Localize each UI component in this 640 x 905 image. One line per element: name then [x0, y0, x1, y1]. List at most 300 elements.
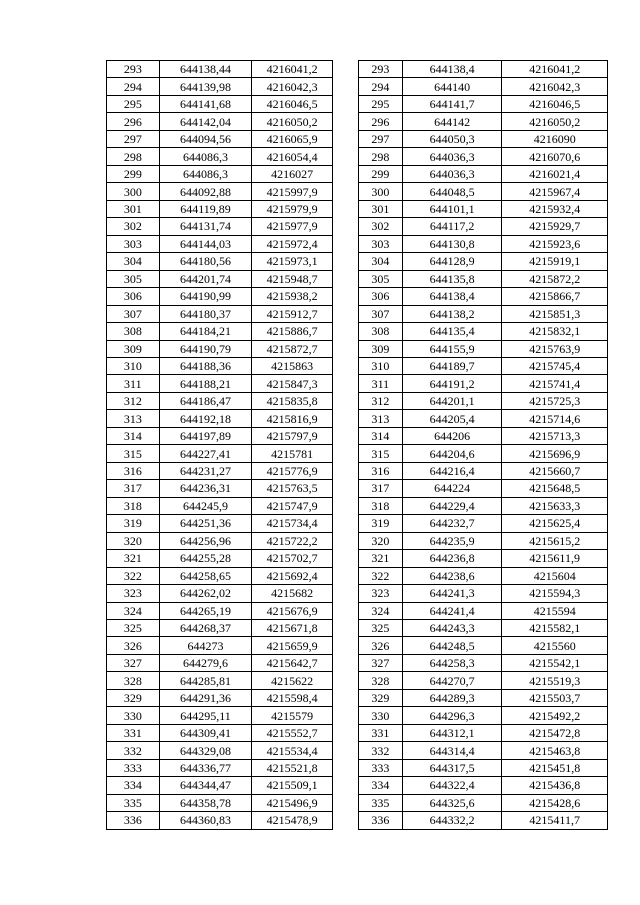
y-coordinate-cell: 4216090: [502, 130, 608, 147]
point-number-cell: 322: [359, 567, 403, 584]
y-coordinate-cell: 4215977,9: [252, 218, 333, 235]
y-coordinate-cell: 4215463,8: [502, 742, 608, 759]
point-number-cell: 299: [359, 165, 403, 182]
x-coordinate-cell: 644241,4: [402, 602, 502, 619]
table-row: [107, 113, 333, 130]
x-coordinate-cell: 644190,99: [159, 288, 252, 305]
point-number-cell: 309: [107, 340, 160, 357]
table-row: [107, 707, 333, 724]
table-row: [359, 130, 608, 147]
table-row: [107, 427, 333, 444]
point-number-cell: 301: [107, 200, 160, 217]
point-number-cell: 325: [107, 620, 160, 637]
y-coordinate-cell: 4215604: [502, 567, 608, 584]
point-number-cell: 324: [107, 602, 160, 619]
table-row: [359, 532, 608, 549]
table-row: [107, 724, 333, 741]
table-row: [107, 812, 333, 829]
point-number-cell: 328: [359, 672, 403, 689]
x-coordinate-cell: 644314,4: [402, 742, 502, 759]
x-coordinate-cell: 644119,89: [159, 200, 252, 217]
point-number-cell: 316: [359, 462, 403, 479]
y-coordinate-cell: 4215872,2: [502, 270, 608, 287]
y-coordinate-cell: 4215872,7: [252, 340, 333, 357]
table-row: [107, 777, 333, 794]
table-row: [107, 270, 333, 287]
x-coordinate-cell: 644197,89: [159, 427, 252, 444]
table-row: [107, 165, 333, 182]
x-coordinate-cell: 644227,41: [159, 445, 252, 462]
table-row: [359, 427, 608, 444]
y-coordinate-cell: 4215611,9: [502, 550, 608, 567]
point-number-cell: 333: [107, 759, 160, 776]
y-coordinate-cell: 4215948,7: [252, 270, 333, 287]
y-coordinate-cell: 4215615,2: [502, 532, 608, 549]
y-coordinate-cell: 4216021,4: [502, 165, 608, 182]
point-number-cell: 311: [359, 375, 403, 392]
table-row: [359, 113, 608, 130]
y-coordinate-cell: 4216042,3: [502, 78, 608, 95]
y-coordinate-cell: 4215702,7: [252, 550, 333, 567]
point-number-cell: 303: [359, 235, 403, 252]
point-number-cell: 330: [359, 707, 403, 724]
y-coordinate-cell: 4215929,7: [502, 218, 608, 235]
y-coordinate-cell: 4216050,2: [502, 113, 608, 130]
point-number-cell: 317: [359, 480, 403, 497]
point-number-cell: 299: [107, 165, 160, 182]
x-coordinate-cell: 644192,18: [159, 410, 252, 427]
table-row: [359, 305, 608, 322]
x-coordinate-cell: 644332,2: [402, 812, 502, 829]
x-coordinate-cell: 644141,7: [402, 95, 502, 112]
table-row: [359, 672, 608, 689]
table-row: [359, 288, 608, 305]
point-number-cell: 302: [107, 218, 160, 235]
table-row: [359, 567, 608, 584]
table-row: [107, 550, 333, 567]
table-row: [359, 200, 608, 217]
y-coordinate-cell: 4215979,9: [252, 200, 333, 217]
y-coordinate-cell: 4215781: [252, 445, 333, 462]
y-coordinate-cell: 4215866,7: [502, 288, 608, 305]
point-number-cell: 320: [359, 532, 403, 549]
point-number-cell: 328: [107, 672, 160, 689]
point-number-cell: 331: [359, 724, 403, 741]
point-number-cell: 317: [107, 480, 160, 497]
y-coordinate-cell: 4215797,9: [252, 427, 333, 444]
y-coordinate-cell: 4215734,4: [252, 515, 333, 532]
y-coordinate-cell: 4215997,9: [252, 183, 333, 200]
point-number-cell: 293: [359, 61, 403, 78]
table-row: [359, 497, 608, 514]
coordinate-table-right: [358, 60, 608, 830]
point-number-cell: 332: [107, 742, 160, 759]
y-coordinate-cell: 4216054,4: [252, 148, 333, 165]
table-row: [359, 165, 608, 182]
table-row: [107, 585, 333, 602]
table-row: [107, 235, 333, 252]
y-coordinate-cell: 4215714,6: [502, 410, 608, 427]
x-coordinate-cell: 644322,4: [402, 777, 502, 794]
table-row: [107, 497, 333, 514]
point-number-cell: 308: [359, 323, 403, 340]
x-coordinate-cell: 644235,9: [402, 532, 502, 549]
table-row: [359, 78, 608, 95]
y-coordinate-cell: 4215521,8: [252, 759, 333, 776]
table-row: [107, 742, 333, 759]
y-coordinate-cell: 4215863: [252, 357, 333, 374]
table-row: [107, 183, 333, 200]
y-coordinate-cell: 4215912,7: [252, 305, 333, 322]
table-row: [359, 724, 608, 741]
x-coordinate-cell: 644358,78: [159, 794, 252, 811]
y-coordinate-cell: 4215633,3: [502, 497, 608, 514]
point-number-cell: 335: [359, 794, 403, 811]
point-number-cell: 324: [359, 602, 403, 619]
table-row: [107, 392, 333, 409]
x-coordinate-cell: 644138,44: [159, 61, 252, 78]
x-coordinate-cell: 644094,56: [159, 130, 252, 147]
x-coordinate-cell: 644101,1: [402, 200, 502, 217]
y-coordinate-cell: 4215598,4: [252, 689, 333, 706]
y-coordinate-cell: 4215776,9: [252, 462, 333, 479]
y-coordinate-cell: 4215594,3: [502, 585, 608, 602]
table-row: [107, 375, 333, 392]
y-coordinate-cell: 4215622: [252, 672, 333, 689]
x-coordinate-cell: 644117,2: [402, 218, 502, 235]
point-number-cell: 312: [107, 392, 160, 409]
point-number-cell: 307: [107, 305, 160, 322]
table-row: [107, 532, 333, 549]
x-coordinate-cell: 644138,4: [402, 61, 502, 78]
x-coordinate-cell: 644312,1: [402, 724, 502, 741]
x-coordinate-cell: 644155,9: [402, 340, 502, 357]
table-row: [107, 620, 333, 637]
table-row: [107, 78, 333, 95]
point-number-cell: 308: [107, 323, 160, 340]
x-coordinate-cell: 644224: [402, 480, 502, 497]
table-row: [359, 445, 608, 462]
table-row: [359, 794, 608, 811]
table-row: [359, 410, 608, 427]
y-coordinate-cell: 4215676,9: [252, 602, 333, 619]
point-number-cell: 315: [359, 445, 403, 462]
y-coordinate-cell: 4215886,7: [252, 323, 333, 340]
table-row: [359, 777, 608, 794]
y-coordinate-cell: 4215492,2: [502, 707, 608, 724]
x-coordinate-cell: 644279,6: [159, 654, 252, 671]
point-number-cell: 319: [107, 515, 160, 532]
table-row: [359, 270, 608, 287]
x-coordinate-cell: 644135,4: [402, 323, 502, 340]
point-number-cell: 325: [359, 620, 403, 637]
table-row: [359, 637, 608, 654]
point-number-cell: 319: [359, 515, 403, 532]
table-row: [359, 323, 608, 340]
point-number-cell: 330: [107, 707, 160, 724]
x-coordinate-cell: 644138,4: [402, 288, 502, 305]
y-coordinate-cell: 4215411,7: [502, 812, 608, 829]
x-coordinate-cell: 644135,8: [402, 270, 502, 287]
x-coordinate-cell: 644245,9: [159, 497, 252, 514]
point-number-cell: 314: [359, 427, 403, 444]
point-number-cell: 307: [359, 305, 403, 322]
y-coordinate-cell: 4215542,1: [502, 654, 608, 671]
y-coordinate-cell: 4216041,2: [252, 61, 333, 78]
x-coordinate-cell: 644186,47: [159, 392, 252, 409]
point-number-cell: 302: [359, 218, 403, 235]
point-number-cell: 313: [107, 410, 160, 427]
point-number-cell: 332: [359, 742, 403, 759]
x-coordinate-cell: 644238,6: [402, 567, 502, 584]
point-number-cell: 329: [107, 689, 160, 706]
point-number-cell: 320: [107, 532, 160, 549]
x-coordinate-cell: 644139,98: [159, 78, 252, 95]
table-row: [107, 445, 333, 462]
point-number-cell: 306: [359, 288, 403, 305]
table-body: [107, 61, 333, 830]
table-row: [359, 602, 608, 619]
table-row: [107, 95, 333, 112]
y-coordinate-cell: 4215428,6: [502, 794, 608, 811]
y-coordinate-cell: 4215923,6: [502, 235, 608, 252]
x-coordinate-cell: 644205,4: [402, 410, 502, 427]
y-coordinate-cell: 4215503,7: [502, 689, 608, 706]
coordinate-table-left: [106, 60, 333, 830]
y-coordinate-cell: 4215560: [502, 637, 608, 654]
x-coordinate-cell: 644289,3: [402, 689, 502, 706]
table-row: [359, 392, 608, 409]
table-row: [359, 375, 608, 392]
x-coordinate-cell: 644130,8: [402, 235, 502, 252]
y-coordinate-cell: 4215509,1: [252, 777, 333, 794]
point-number-cell: 300: [359, 183, 403, 200]
x-coordinate-cell: 644232,7: [402, 515, 502, 532]
x-coordinate-cell: 644092,88: [159, 183, 252, 200]
y-coordinate-cell: 4215594: [502, 602, 608, 619]
x-coordinate-cell: 644191,2: [402, 375, 502, 392]
point-number-cell: 305: [359, 270, 403, 287]
x-coordinate-cell: 644216,4: [402, 462, 502, 479]
table-row: [107, 759, 333, 776]
table-row: [359, 340, 608, 357]
table-row: [107, 654, 333, 671]
x-coordinate-cell: 644329,08: [159, 742, 252, 759]
y-coordinate-cell: 4215671,8: [252, 620, 333, 637]
point-number-cell: 301: [359, 200, 403, 217]
point-number-cell: 314: [107, 427, 160, 444]
table-row: [107, 340, 333, 357]
point-number-cell: 334: [107, 777, 160, 794]
x-coordinate-cell: 644236,31: [159, 480, 252, 497]
x-coordinate-cell: 644086,3: [159, 165, 252, 182]
y-coordinate-cell: 4216041,2: [502, 61, 608, 78]
point-number-cell: 333: [359, 759, 403, 776]
y-coordinate-cell: 4216065,9: [252, 130, 333, 147]
y-coordinate-cell: 4215696,9: [502, 445, 608, 462]
x-coordinate-cell: 644188,21: [159, 375, 252, 392]
y-coordinate-cell: 4215436,8: [502, 777, 608, 794]
table-row: [359, 462, 608, 479]
point-number-cell: 335: [107, 794, 160, 811]
point-number-cell: 329: [359, 689, 403, 706]
y-coordinate-cell: 4215741,4: [502, 375, 608, 392]
table-row: [359, 654, 608, 671]
y-coordinate-cell: 4215660,7: [502, 462, 608, 479]
y-coordinate-cell: 4215973,1: [252, 253, 333, 270]
x-coordinate-cell: 644296,3: [402, 707, 502, 724]
point-number-cell: 316: [107, 462, 160, 479]
y-coordinate-cell: 4215816,9: [252, 410, 333, 427]
x-coordinate-cell: 644256,96: [159, 532, 252, 549]
table-row: [359, 689, 608, 706]
point-number-cell: 318: [107, 497, 160, 514]
table-row: [359, 742, 608, 759]
point-number-cell: 323: [107, 585, 160, 602]
point-number-cell: 306: [107, 288, 160, 305]
x-coordinate-cell: 644050,3: [402, 130, 502, 147]
point-number-cell: 293: [107, 61, 160, 78]
point-number-cell: 304: [359, 253, 403, 270]
table-row: [107, 410, 333, 427]
x-coordinate-cell: 644248,5: [402, 637, 502, 654]
y-coordinate-cell: 4215835,8: [252, 392, 333, 409]
point-number-cell: 295: [107, 95, 160, 112]
x-coordinate-cell: 644262,02: [159, 585, 252, 602]
x-coordinate-cell: 644142: [402, 113, 502, 130]
y-coordinate-cell: 4216042,3: [252, 78, 333, 95]
point-number-cell: 327: [359, 654, 403, 671]
x-coordinate-cell: 644229,4: [402, 497, 502, 514]
x-coordinate-cell: 644184,21: [159, 323, 252, 340]
y-coordinate-cell: 4215763,5: [252, 480, 333, 497]
table-row: [107, 794, 333, 811]
y-coordinate-cell: 4215722,2: [252, 532, 333, 549]
y-coordinate-cell: 4215579: [252, 707, 333, 724]
x-coordinate-cell: 644204,6: [402, 445, 502, 462]
x-coordinate-cell: 644255,28: [159, 550, 252, 567]
y-coordinate-cell: 4215967,4: [502, 183, 608, 200]
table-row: [107, 200, 333, 217]
table-row: [359, 218, 608, 235]
table-row: [359, 707, 608, 724]
x-coordinate-cell: 644189,7: [402, 357, 502, 374]
table-row: [107, 288, 333, 305]
y-coordinate-cell: 4215725,3: [502, 392, 608, 409]
x-coordinate-cell: 644270,7: [402, 672, 502, 689]
table-row: [107, 323, 333, 340]
x-coordinate-cell: 644036,3: [402, 148, 502, 165]
y-coordinate-cell: 4216050,2: [252, 113, 333, 130]
x-coordinate-cell: 644243,3: [402, 620, 502, 637]
y-coordinate-cell: 4215747,9: [252, 497, 333, 514]
x-coordinate-cell: 644317,5: [402, 759, 502, 776]
point-number-cell: 296: [107, 113, 160, 130]
point-number-cell: 310: [359, 357, 403, 374]
x-coordinate-cell: 644236,8: [402, 550, 502, 567]
x-coordinate-cell: 644140: [402, 78, 502, 95]
table-row: [107, 515, 333, 532]
y-coordinate-cell: 4215552,7: [252, 724, 333, 741]
table-row: [107, 148, 333, 165]
y-coordinate-cell: 4216027: [252, 165, 333, 182]
y-coordinate-cell: 4216046,5: [252, 95, 333, 112]
point-number-cell: 305: [107, 270, 160, 287]
table-row: [107, 130, 333, 147]
y-coordinate-cell: 4215745,4: [502, 357, 608, 374]
table-body: [359, 61, 608, 830]
x-coordinate-cell: 644325,6: [402, 794, 502, 811]
point-number-cell: 331: [107, 724, 160, 741]
y-coordinate-cell: 4215478,9: [252, 812, 333, 829]
table-row: [107, 689, 333, 706]
point-number-cell: 312: [359, 392, 403, 409]
table-row: [107, 637, 333, 654]
x-coordinate-cell: 644141,68: [159, 95, 252, 112]
x-coordinate-cell: 644128,9: [402, 253, 502, 270]
y-coordinate-cell: 4215642,7: [252, 654, 333, 671]
table-row: [107, 462, 333, 479]
table-row: [359, 550, 608, 567]
table-row: [107, 567, 333, 584]
x-coordinate-cell: 644048,5: [402, 183, 502, 200]
y-coordinate-cell: 4215832,1: [502, 323, 608, 340]
y-coordinate-cell: 4215625,4: [502, 515, 608, 532]
table-row: [107, 357, 333, 374]
table-row: [359, 620, 608, 637]
point-number-cell: 300: [107, 183, 160, 200]
x-coordinate-cell: 644180,37: [159, 305, 252, 322]
point-number-cell: 297: [359, 130, 403, 147]
point-number-cell: 303: [107, 235, 160, 252]
y-coordinate-cell: 4215851,3: [502, 305, 608, 322]
x-coordinate-cell: 644273: [159, 637, 252, 654]
y-coordinate-cell: 4215763,9: [502, 340, 608, 357]
point-number-cell: 309: [359, 340, 403, 357]
table-row: [107, 480, 333, 497]
point-number-cell: 313: [359, 410, 403, 427]
x-coordinate-cell: 644285,81: [159, 672, 252, 689]
y-coordinate-cell: 4215659,9: [252, 637, 333, 654]
y-coordinate-cell: 4215472,8: [502, 724, 608, 741]
y-coordinate-cell: 4215847,3: [252, 375, 333, 392]
point-number-cell: 297: [107, 130, 160, 147]
point-number-cell: 298: [107, 148, 160, 165]
table-row: [359, 480, 608, 497]
x-coordinate-cell: 644291,36: [159, 689, 252, 706]
point-number-cell: 311: [107, 375, 160, 392]
x-coordinate-cell: 644201,1: [402, 392, 502, 409]
table-row: [107, 253, 333, 270]
x-coordinate-cell: 644131,74: [159, 218, 252, 235]
x-coordinate-cell: 644309,41: [159, 724, 252, 741]
x-coordinate-cell: 644295,11: [159, 707, 252, 724]
point-number-cell: 315: [107, 445, 160, 462]
table-row: [359, 585, 608, 602]
y-coordinate-cell: 4215451,8: [502, 759, 608, 776]
point-number-cell: 310: [107, 357, 160, 374]
x-coordinate-cell: 644344,47: [159, 777, 252, 794]
point-number-cell: 322: [107, 567, 160, 584]
table-row: [359, 95, 608, 112]
point-number-cell: 295: [359, 95, 403, 112]
point-number-cell: 298: [359, 148, 403, 165]
x-coordinate-cell: 644265,19: [159, 602, 252, 619]
x-coordinate-cell: 644036,3: [402, 165, 502, 182]
point-number-cell: 318: [359, 497, 403, 514]
y-coordinate-cell: 4215713,3: [502, 427, 608, 444]
point-number-cell: 336: [107, 812, 160, 829]
